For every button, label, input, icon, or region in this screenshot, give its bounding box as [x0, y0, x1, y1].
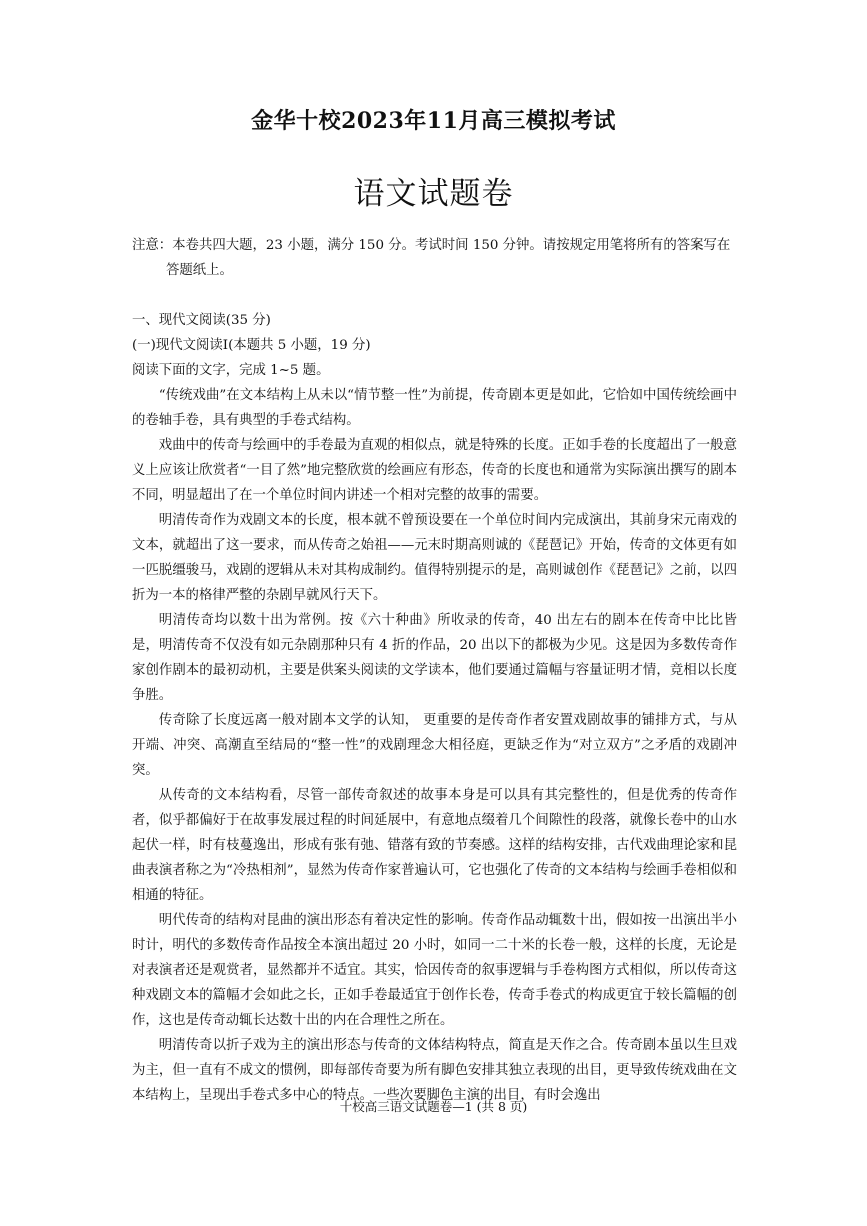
passage-paragraph: 戏曲中的传奇与绘画中的手卷最为直观的相似点，就是特殊的长度。正如手卷的长度超出了一般意义上应该让欣赏者“一目了然”地完整欣赏的绘画应有形态，传奇的长度也和通常为实际演出撰写的剧本不同，明显超出了在一个单位时间内讲述一个相对完整的故事的需要。 — [132, 438, 737, 503]
exam-notice — [132, 233, 737, 283]
passage-paragraph: 明清传奇以折子戏为主的演出形态与传奇的文体结构特点，简直是天作之合。传奇剧本虽以生旦戏为主，但一直有不成文的惯例，即每部传奇要为所有脚色安排其独立表现的出目，更导致传统戏曲在文本结构上，呈现出手卷式多中心的特点。一些次要脚色主演的出目，有时会逸出 — [132, 1038, 737, 1103]
section-subheading: (一)现代文阅读Ⅰ(本题共 5 小题，19 分) — [132, 338, 371, 353]
page-footer: 十校高三语文试题卷—1 (共 8 页) — [339, 1099, 528, 1114]
paper-title: 语文试题卷 — [353, 176, 514, 212]
reading-instruction: 阅读下面的文字，完成 1~5 题。 — [132, 363, 330, 378]
passage-paragraph: 传奇除了长度远离一般对剧本文学的认知， 更重要的是传奇作者安置戏剧故事的铺排方式，与从开端、冲突、高潮直至结局的“整一性”的戏剧理念大相径庭，更缺乏作为“对立双方”之矛盾的戏剧冲突。 — [132, 713, 737, 778]
reading-section — [132, 308, 737, 1108]
notice-line-1: 注意：本卷共四大题，23 小题，满分 150 分。考试时间 150 分钟。请按规定用笔将所有的答案写在 — [132, 238, 731, 253]
passage-paragraph: 明清传奇均以数十出为常例。按《六十种曲》所收录的传奇，40 出左右的剧本在传奇中比比皆是，明清传奇不仅没有如元杂剧那种只有 4 折的作品，20 出以下的都极为少见。这是因为多数传奇作家创作剧本的最初动机，主要是供案头阅读的文学读本，他们要通过篇幅与容量证明才情，竞相以长度争胜。 — [132, 613, 737, 703]
section-heading: 一、现代文阅读(35 分) — [132, 313, 271, 328]
passage-paragraph: “传统戏曲”在文本结构上从未以“情节整一性”为前提，传奇剧本更是如此，它恰如中国传统绘画中的卷轴手卷，具有典型的手卷式结构。 — [132, 388, 737, 428]
passage-paragraph: 明代传奇的结构对昆曲的演出形态有着决定性的影响。传奇作品动辄数十出，假如按一出演出半小时计，明代的多数传奇作品按全本演出超过 20 小时，如同一二十米的长卷一般，这样的长度，无论是对表演者还是观赏者，显然都并不适宜。其实，恰因传奇的叙事逻辑与手卷构图方式相似，所以传奇这种戏剧文本的篇幅才会如此之长，正如手卷最适宜于创作长卷，传奇手卷式的构成更宜于较长篇幅的创作，这也是传奇动辄长达数十出的内在合理性之所在。 — [132, 913, 737, 1028]
passage-paragraph: 明清传奇作为戏剧文本的长度，根本就不曾预设要在一个单位时间内完成演出，其前身宋元南戏的文本，就超出了这一要求，而从传奇之始祖——元末时期高则诚的《琵琶记》开始，传奇的文体更有如一匹脱缰骏马，戏剧的逻辑从未对其构成制约。值得特别提示的是，高则诚创作《琵琶记》之前，以四折为一本的格律严整的杂剧早就风行天下。 — [132, 513, 737, 603]
exam-title: 金华十校2023年11月高三模拟考试 — [251, 108, 616, 134]
notice-line-2: 答题纸上。 — [166, 263, 233, 278]
passage-paragraph: 从传奇的文本结构看，尽管一部传奇叙述的故事本身是可以具有其完整性的，但是优秀的传奇作者，似乎都偏好于在故事发展过程的时间延展中，有意地点缀着几个间隙性的段落，就像长卷中的山水起伏一样，时有枝蔓逸出，形成有张有弛、错落有致的节奏感。这样的结构安排，古代戏曲理论家和昆曲表演者称之为“冷热相剂”，显然为传奇作家普遍认可，它也强化了传奇的文本结构与绘画手卷相似和相通的特征。 — [132, 788, 737, 903]
